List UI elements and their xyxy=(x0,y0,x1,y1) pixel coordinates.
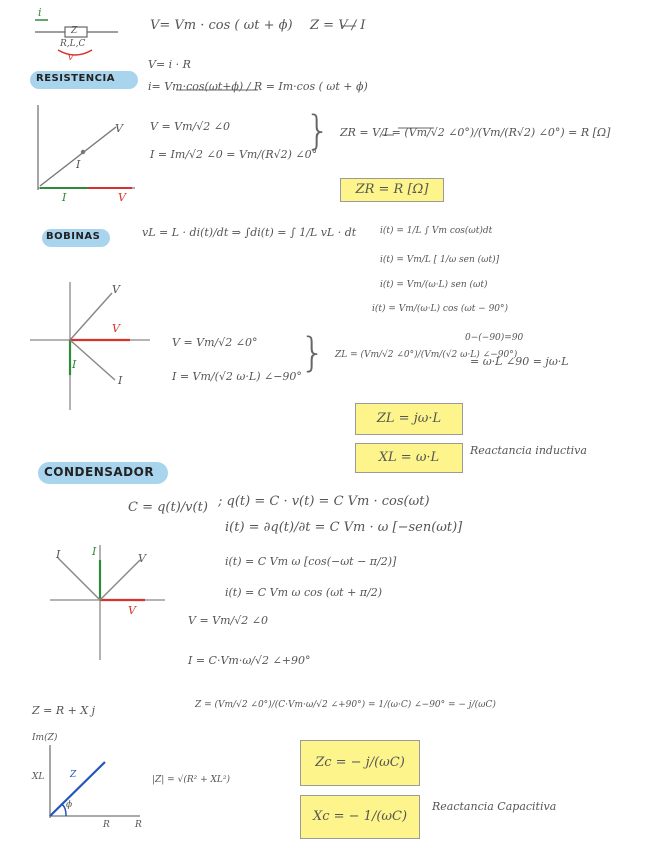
eq-con-i: I = C·Vm·ω/√2 ∠+90° xyxy=(188,654,311,667)
label-z-vector: Z xyxy=(70,770,77,780)
result-zl: ZL = jω·L xyxy=(376,411,442,426)
condensador-phasor-diagram xyxy=(50,545,165,660)
brace: } xyxy=(300,330,326,376)
result-box-xl xyxy=(355,443,463,473)
result-xc: Xc = − 1/(ωC) xyxy=(312,809,408,824)
eq-bob-i: I = Vm/(√2 ω·L) ∠−90° xyxy=(172,370,302,383)
eq-bob-i2: i(t) = Vm/L [ 1/ω sen (ωt)] xyxy=(380,255,500,265)
note-angle: 0−(−90)=90 xyxy=(465,333,524,343)
diag-bob-i-green: I xyxy=(72,358,77,371)
axis-im-label: Im(Z) xyxy=(32,733,58,743)
label-xl: XL xyxy=(32,772,45,782)
eq-con-i1: i(t) = ∂q(t)/∂t = C Vm · ω [−sen(ωt)] xyxy=(225,520,463,535)
label-reactancia-capacitiva: Reactancia Capacitiva xyxy=(432,800,557,813)
eq-impedance: Z = V / I xyxy=(310,18,366,33)
eq-bob-i1: i(t) = 1/L ∫ Vm cos(ωt)dt xyxy=(380,226,493,236)
resistencia-phasor-diagram xyxy=(38,105,135,190)
eq-bob-vl: vL = L · di(t)/dt ⇒ ∫di(t) = ∫ 1/L vL · dt xyxy=(142,226,357,239)
brace: } xyxy=(305,108,331,154)
eq-bob-v: V = Vm/√2 ∠0° xyxy=(172,336,258,349)
axis-label-i: I xyxy=(62,191,67,204)
section-title-resistencia: RESISTENCIA xyxy=(36,73,115,84)
eq-con-i3: i(t) = C Vm ω cos (ωt + π/2) xyxy=(225,586,383,599)
eq-res-z: ZR = V/I = (Vm/√2 ∠0°)/(Vm/(R√2) ∠0°) = R [Ω] xyxy=(340,126,611,139)
eq-bob-i3: i(t) = Vm/(ω·L) sen (ωt) xyxy=(380,280,488,290)
eq-con-c: C = q(t)/v(t) xyxy=(128,500,208,515)
diag-con-i: I xyxy=(56,548,61,561)
impedance-box-label: Z xyxy=(71,26,78,36)
eq-con-i2: i(t) = C Vm ω [cos(−ωt − π/2)] xyxy=(225,555,397,568)
result-zc: Zc = − j/(ωC) xyxy=(315,755,405,770)
eq-bob-zl: ZL = (Vm/√2 ∠0°)/(Vm/(√2 ω·L) ∠−90°) xyxy=(335,350,518,360)
eq-complex: Z = R + X j xyxy=(32,704,96,717)
result-box-resistencia xyxy=(340,178,444,202)
diag-bob-i: I xyxy=(118,374,123,387)
diag-label-v: V xyxy=(115,122,123,135)
eq-bob-zl2: = ω·L ∠90 = jω·L xyxy=(470,355,569,368)
eq-con-q: ; q(t) = C · v(t) = C Vm · cos(ωt) xyxy=(218,494,430,509)
diag-con-v-red: V xyxy=(128,604,136,617)
current-label: i xyxy=(38,6,42,19)
result-box-zc xyxy=(300,740,420,786)
diag-con-i-green: I xyxy=(92,545,97,558)
eq-current: i= Vm·cos(ωt+ϕ) / R = Im·cos ( ωt + ϕ) xyxy=(148,80,368,93)
result-box-zl xyxy=(355,403,463,435)
label-r: R xyxy=(103,820,110,830)
eq-con-v: V = Vm/√2 ∠0 xyxy=(188,614,268,627)
section-title-condensador: CONDENSADOR xyxy=(44,465,155,479)
diag-bob-v: V xyxy=(112,283,120,296)
label-reactancia-inductiva: Reactancia inductiva xyxy=(470,444,587,457)
label-phi: ϕ xyxy=(66,800,73,810)
eq-res-i: I = Im/√2 ∠0 = Vm/(R√2) ∠0° xyxy=(150,148,318,161)
result-xl: XL = ω·L xyxy=(378,450,440,465)
diag-label-i: I xyxy=(76,158,81,171)
bobinas-phasor-diagram xyxy=(30,282,150,410)
eq-voltage: V= Vm · cos ( ωt + ϕ) xyxy=(150,18,293,33)
result-box-xc xyxy=(300,795,420,839)
result-zr: ZR = R [Ω] xyxy=(355,182,429,197)
eq-bob-i4: i(t) = Vm/(ω·L) cos (ωt − 90°) xyxy=(372,304,509,314)
axis-label-v: V xyxy=(118,191,126,204)
voltage-label: v xyxy=(68,53,74,63)
label-r-axis: R xyxy=(135,820,142,830)
section-title-bobinas: BOBINAS xyxy=(46,231,101,242)
diag-bob-v-red: V xyxy=(112,322,120,335)
diag-con-v: V xyxy=(138,552,146,565)
eq-modulus: |Z| = √(R² + XL²) xyxy=(152,775,230,785)
complex-plane-diagram xyxy=(50,745,140,818)
rlc-label: R,L,C xyxy=(60,39,86,49)
eq-con-z: Z = (Vm/√2 ∠0°)/(C·Vm·ω/√2 ∠+90°) = 1/(ω·C) ∠−90° = − j/(ωC) xyxy=(195,700,496,710)
eq-res-v: V = Vm/√2 ∠0 xyxy=(150,120,230,133)
eq-ohm: V= i · R xyxy=(148,58,191,71)
